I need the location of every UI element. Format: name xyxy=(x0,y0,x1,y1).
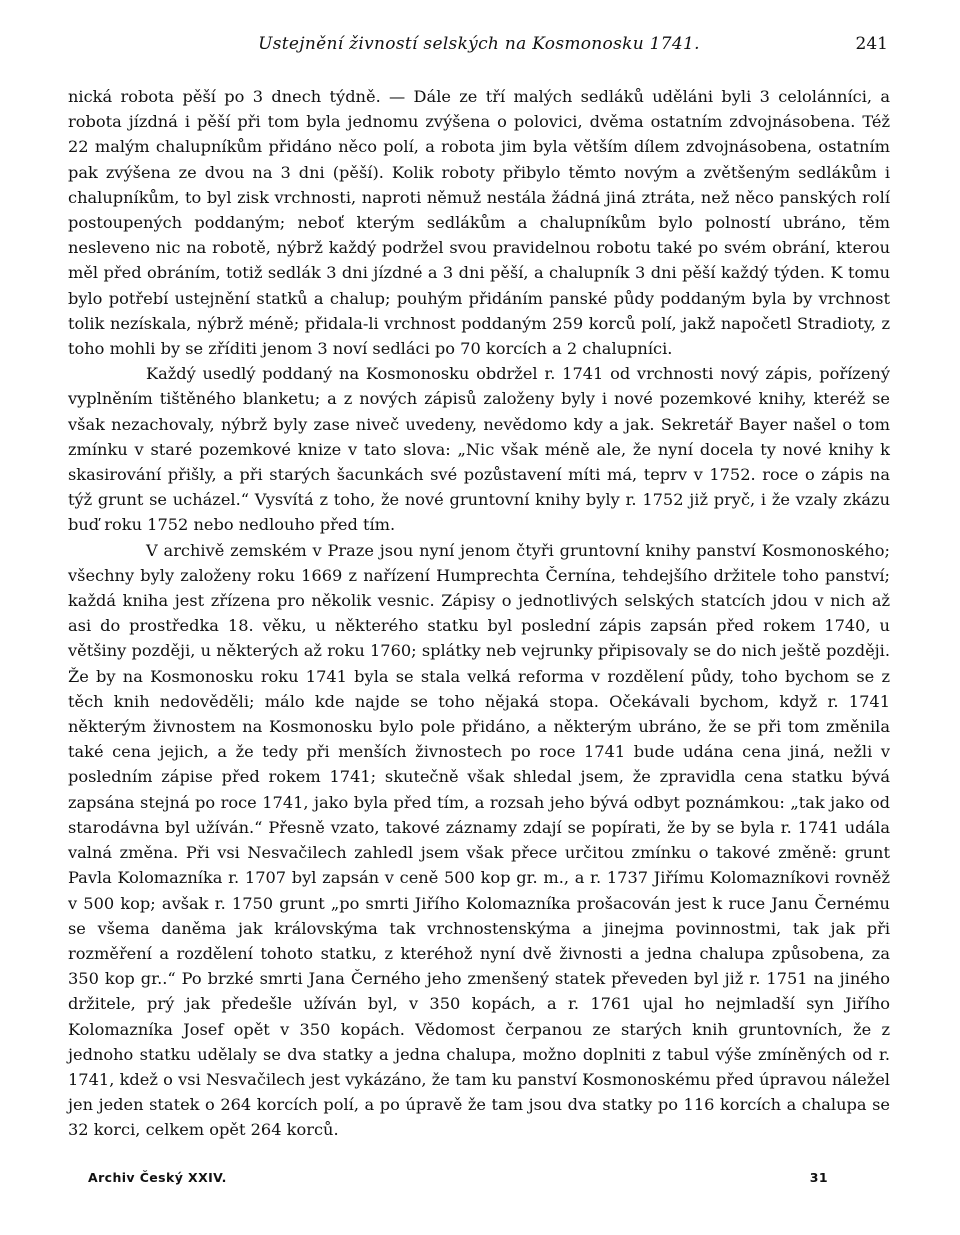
body-text xyxy=(68,84,890,1143)
paragraph-3: V archivě zemském v Praze jsou nyní jenom čtyři gruntovní knihy panství Kosmonoského; všechny byly založeny roku 1669 z nařízení Humprechta Černína, tehdejšího držitele toho panství; každá kniha jest zřízena pro několik vesnic. Zápisy o jednotlivých selských statcích jdou v nich až asi do prostředka 18. věku, u některého statku byl poslední zápis zapsán před rokem 1740, u většiny později, u některých až roku 1760; splátky neb vejrunky připisovaly se do nich ještě později. Že by na Kosmonosku roku 1741 byla se stala velká reforma v rozdělení půdy, toho bychom se z těch knih nedověděli; málo kde najde se toho nějaká stopa. Očekávali bychom, když r. 1741 některým živnostem na Kosmonosku bylo pole přidáno, a některým ubráno, že se při tom změnila také cena jejich, a že tedy při menších živnostech po roce 1741 bude udána cena jiná, nežli v posledním zápise před rokem 1741; skutečně však shledal jsem, že zpravidla cena statku bývá zapsána stejná po roce 1741, jako byla před tím, a rozsah jeho bývá odbyt poznámkou: „tak jako od starodávna byl užíván.“ Přesně vzato, takové záznamy zdají se popírati, že by se byla r. 1741 udála valná změna. Při vsi Nesvačilech zahledl jsem však přece určitou zmínku o takové změně: grunt Pavla Kolomazníka r. 1707 byl zapsán v ceně 500 kop gr. m., a r. 1737 Jiřímu Kolomazníkovi rovněž v 500 kop; avšak r. 1750 grunt „po smrti Jiřího Kolomazníka prošacován jest k ruce Janu Černému se všema daněma jak královskýma tak vrchnostenskýma a jinejma povinnostmi, tak jak při rozměření a rozdělení tohoto statku, z kteréhož nyní dvě živnosti a jedna chalupa způsobena, za 350 kop gr..“ Po brzké smrti Jana Černého jeho zmenšený statek převeden byl již r. 1751 na jiného držitele, prý jak předešle užíván byl, v 350 kopách, a r. 1761 ujal ho nejmladší syn Jiřího Kolomazníka Josef opět v 350 kopách. Vědomost čerpanou ze starých knih gruntovních, že z jednoho statku udělaly se dva statky a jedna chalupa, možno doplniti z tabul výše zmíněných od r. 1741, kdež o vsi Nesvačilech jest vykázáno, že tam ku panství Kosmonoskému před úpravou náležel jen jeden statek o 264 korcích polí, a po úpravě že tam jsou dva statky po 116 korcích a chalupa se 32 korci, celkem opět 264 korců. xyxy=(68,540,890,1140)
page-footer xyxy=(88,1170,828,1192)
page-number: 241 xyxy=(855,34,888,54)
running-header xyxy=(68,34,890,62)
paragraph-1: nická robota pěší po 3 dnech týdně. — Dále ze tří malých sedláků uděláni byli 3 celolánníci, a robota jízdná i pěší při tom byla jednomu zvýšena o polovici, dvěma ostatním zdvojnásobena. Též 22 malým chalupníkům přidáno něco polí, a robota jim byla větším dílem zdvojnásobena, ostatním pak zvýšena ze dvou na 3 dni (pěší). Kolik roboty přibylo těmto novým a zvětšeným sedlákům i chalupníkům, to byl zisk vrchnosti, naproti němuž nestála žádná jiná ztráta, než něco panských rolí postoupených poddaným; neboť kterým sedlákům a chalupníkům bylo polností ubráno, těm nesleveno nic na robotě, nýbrž každý podržel svou pravidelnou robotu také po svém obrání, kterou měl před obráním, totiž sedlák 3 dni jízdné a 3 dni pěší, a chalupník 3 dni pěší každý týden. K tomu bylo potřebí ustejnění statků a chalup; pouhým přidáním panské půdy poddaným byla by vrchnost tolik nezískala, nýbrž méně; přidala-li vrchnost poddaným 259 korců polí, jakž napočetl Stradioty, z toho mohli by se zříditi jenom 3 noví sedláci po 70 korcích a 2 chalupníci. xyxy=(68,87,890,359)
paragraph-2: Každý usedlý poddaný na Kosmonosku obdržel r. 1741 od vrchnosti nový zápis, pořízený vyplněním tištěného blanketu; a z nových zápisů založeny byly i nové pozemkové knihy, kteréž se však nezachovaly, nýbrž byly zase niveč uvedeny, nevědomo kdy a jak. Sekretář Bayer našel o tom zmínku v staré pozemkové knize v tato slova: „Nic však méně ale, že nyní docela ty nové knihy k skasirování přišly, a při starých šacunkách své pozůstavení míti má, teprv v 1752. roce o zápis na týž grunt se ucházel.“ Vysvítá z toho, že nové gruntovní knihy byly r. 1752 již pryč, i že vzaly zkázu buď roku 1752 nebo nedlouho před tím. xyxy=(68,364,890,535)
running-title: Ustejnění živností selských na Kosmonosku 1741. xyxy=(258,34,700,54)
sheet-number: 31 xyxy=(809,1170,828,1185)
signature-mark: Archiv Český XXIV. xyxy=(88,1170,227,1185)
